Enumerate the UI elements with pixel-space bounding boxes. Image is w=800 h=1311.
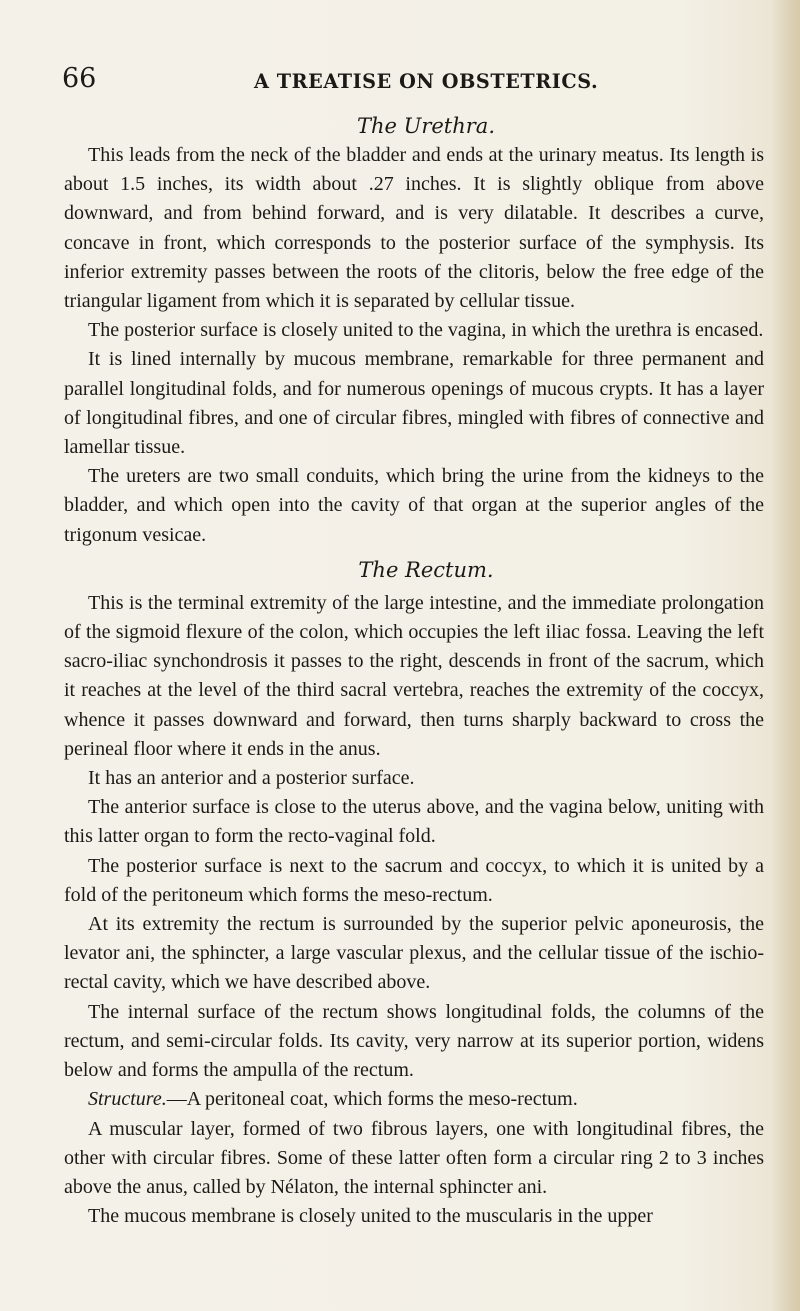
paragraph: The posterior surface is next to the sacrum and coccyx, to which it is united by a fold of the peritoneum which forms the meso-rectum. <box>64 854 764 906</box>
page-number: 66 <box>62 63 97 94</box>
body-text <box>64 112 764 1231</box>
paragraph: This is the terminal extremity of the large intestine, and the immediate prolongation of the sigmoid flexure of the colon, which occupies the left iliac fossa. Leaving the left sacro-iliac synchondrosis it passes to the right, descends in front of the sacrum, which it reaches at the level of the third sacral vertebra, reaches the extremity of the coccyx, whence it passes downward and forward, then turns sharply backward to cross the perineal floor where it ends in the anus. <box>64 591 764 760</box>
paragraph: It is lined internally by mucous membrane, remarkable for three permanent and parallel longitudinal folds, and for numerous openings of mucous crypts. It has a layer of longitudinal fibres, and one of circular fibres, mingled with fibres of connective and lamellar tissue. <box>64 348 764 459</box>
paragraph: The ureters are two small conduits, which bring the urine from the kidneys to the bladder, and which open into the cavity of that organ at the superior angles of the trigonum vesicae. <box>64 465 764 546</box>
section-title-rectum: The Rectum. <box>358 557 494 582</box>
page-header <box>62 62 762 98</box>
structure-text: —A peritoneal coat, which forms the meso-rectum. <box>166 1088 578 1111</box>
section-title-urethra: The Urethra. <box>357 114 495 138</box>
paragraph: The mucous membrane is closely united to the muscularis in the upper <box>88 1205 653 1228</box>
paragraph: The posterior surface is closely united to the vagina, in which the urethra is encased. <box>88 319 764 342</box>
paragraph: This leads from the neck of the bladder and ends at the urinary meatus. Its length is about 1.5 inches, its width about .27 inches. It is slightly oblique from above downward, and from behind forward, and is very dilatable. It describes a curve, concave in front, which corresponds to the posterior surface of the symphysis. Its inferior extremity passes between the roots of the clitoris, below the free edge of the triangular ligament from which it is separated by cellular tissue. <box>64 144 764 313</box>
paragraph: At its extremity the rectum is surrounded by the superior pelvic aponeurosis, the levator ani, the sphincter, a large vascular plexus, and the cellular tissue of the ischio-rectal cavity, which we have described above. <box>64 913 764 994</box>
paragraph: The anterior surface is close to the uterus above, and the vagina below, uniting with this latter organ to form the recto-vaginal fold. <box>64 796 764 848</box>
running-head: A TREATISE ON OBSTETRICS. <box>254 69 599 93</box>
structure-label: Structure. <box>88 1088 167 1111</box>
paragraph: The internal surface of the rectum shows longitudinal folds, the columns of the rectum, and semi-circular folds. Its cavity, very narrow at its superior portion, widens below and forms the ampulla of the rectum. <box>64 1000 764 1082</box>
paragraph: A muscular layer, formed of two fibrous layers, one with longitudinal fibres, the other with circular fibres. Some of these latter often form a circular ring 2 to 3 inches above the anus, called by Nélaton, the internal sphincter ani. <box>64 1117 764 1198</box>
page-edge-stain <box>772 0 800 1311</box>
structure-paragraph <box>64 1085 764 1114</box>
paragraph: It has an anterior and a posterior surface. <box>88 767 415 790</box>
